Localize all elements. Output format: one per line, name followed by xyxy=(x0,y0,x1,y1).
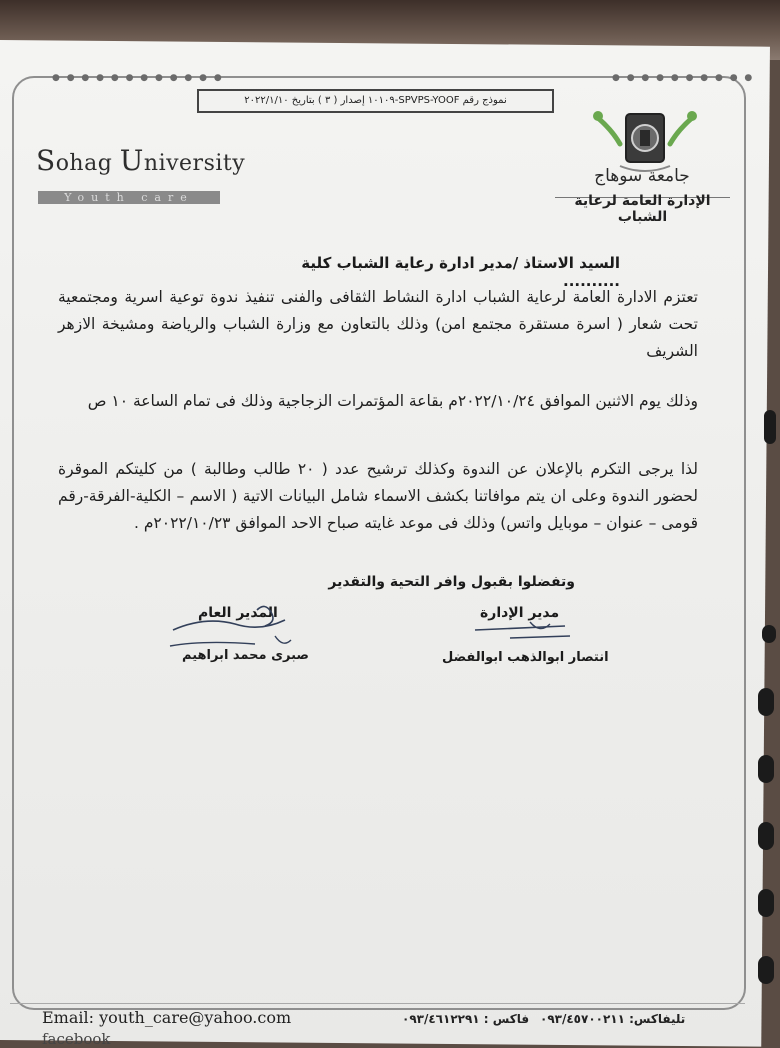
footer-facebook: facebook xyxy=(42,1030,111,1048)
form-reference-box: نموذج رقم SPVPS-YOOF-١٠١٠٩ إصدار ( ٣ ) بتاريخ ٢٠٢٢/١/١٠ xyxy=(197,89,554,113)
footer-divider xyxy=(10,1003,745,1004)
right-signatory-title: مدير الإدارة xyxy=(480,605,560,621)
uni-initial-s: S xyxy=(36,144,56,177)
punch-hole xyxy=(762,625,776,643)
university-name-ar: جامعة سوهاج xyxy=(594,166,690,186)
uni-word-ohag: ohag xyxy=(55,151,120,176)
uni-initial-u: U xyxy=(119,144,144,177)
right-signatory-name: انتصار ابوالذهب ابوالفضل xyxy=(442,650,609,665)
footer-telfax: تليفاكس: ٠٩٣/٤٥٧٠٠٢١١ xyxy=(540,1012,686,1026)
punch-hole xyxy=(758,889,774,917)
frame-dots-left: ● ● ● ● ● ● ● ● ● ● ● ● xyxy=(52,73,224,83)
right-signature-scribble xyxy=(470,618,580,648)
left-signatory-title: المدير العام xyxy=(198,605,278,621)
youth-care-banner: Youth care xyxy=(38,191,220,204)
letter-paragraph-1: تعتزم الادارة العامة لرعاية الشباب ادارة النشاط الثقافى والفنى تنفيذ ندوة توعية اسرية ومجتمعية تحت شعار ( اسرة مستقرة مجتمع امن) وذلك بالتعاون مع وزارة الشباب والرياضة ومشيخة الازهر الشريف xyxy=(58,288,698,360)
letter-addressee: السيد الاستاذ /مدير ادارة رعاية الشباب كلية .......... xyxy=(301,254,620,290)
punch-hole xyxy=(758,956,774,984)
letter-closing: وتفضلوا بقبول وافر التحية والتقدير xyxy=(328,574,575,590)
left-signatory-name: صبرى محمد ابراهيم xyxy=(182,648,309,663)
department-name-ar: الإدارة العامة لرعاية الشباب xyxy=(574,193,711,225)
frame-dots-right: ● ● ● ● ● ● ● ● ● ● xyxy=(612,73,755,83)
footer-fax: فاكس : ٠٩٣/٤٦١٢٢٩١ xyxy=(402,1012,530,1026)
punch-hole xyxy=(758,822,774,850)
university-name-en xyxy=(36,144,245,177)
letter-paragraph-2: وذلك يوم الاثنين الموافق ٢٠٢٢/١٠/٢٤م بقاعة المؤتمرات الزجاجية وذلك فى تمام الساعة ١٠ ص xyxy=(87,392,698,410)
punch-hole xyxy=(758,755,774,783)
university-logo-icon xyxy=(590,108,700,174)
letter-paragraph-3: لذا يرجى التكرم بالإعلان عن الندوة وكذلك ترشيح عدد ( ٢٠ طالب وطالبة ) من كليتكم الموقرة لحضور الندوة وعلى ان يتم موافاتنا بكشف الاسماء شامل البيانات الاتية ( الاسم – الكلية-الفرقة-رقم قومى – عنوان – موبايل واتس) وذلك فى موعد غايته صباح الاحد الموافق ٢٠٢٢/١٠/٢٣م . xyxy=(58,460,698,532)
punch-hole xyxy=(758,688,774,716)
punch-hole xyxy=(764,410,776,444)
uni-word-niversity: niversity xyxy=(143,151,246,176)
footer-email: Email: youth_care@yahoo.com xyxy=(42,1008,292,1027)
